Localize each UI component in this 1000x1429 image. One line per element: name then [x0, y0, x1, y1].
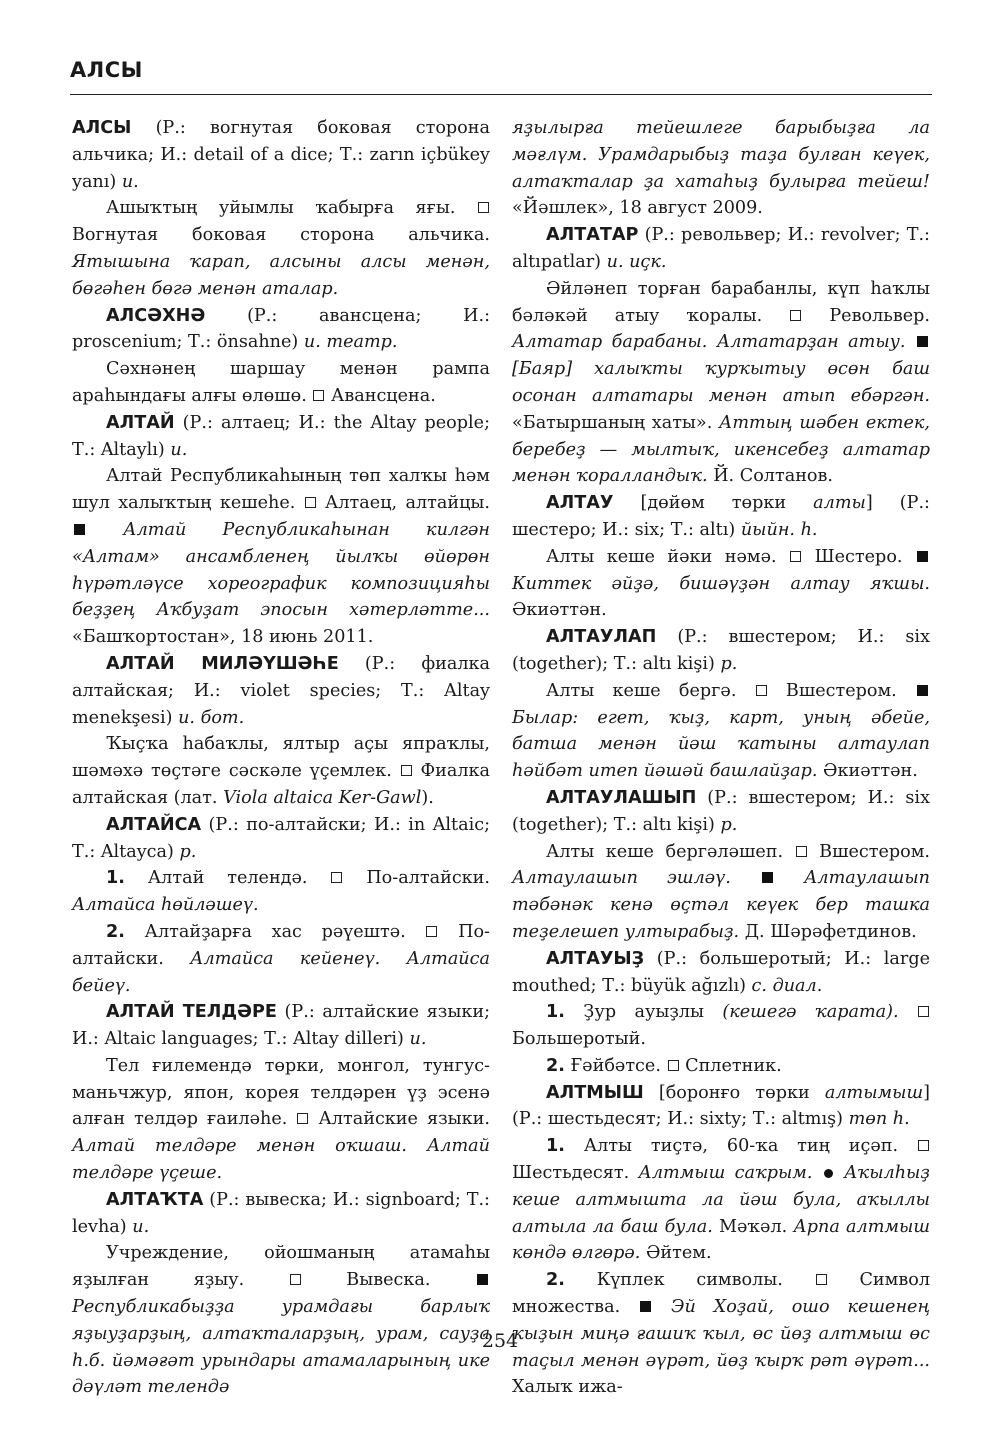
- translation-square-icon: [290, 1274, 301, 1285]
- example: Алтайса кейенеү. Алтайса бейеү.: [72, 948, 490, 996]
- definition: [72, 195, 490, 302]
- headword: АЛТАЙ ТЕЛДӘРЕ: [106, 1002, 277, 1023]
- definition-text: Алтай телендә.: [124, 868, 331, 889]
- pos-label: с. диал.: [751, 975, 823, 996]
- source: Д. Шәрәфетдинов.: [739, 921, 917, 942]
- translation-square-icon: [426, 926, 437, 937]
- russian-equivalent: Фиалка алтайская (лат.: [72, 761, 490, 808]
- grammar-note: (Р.: вогнутая боковая сторона альчика; И.: detail of a dice; Т.: zarın içbükey yanı): [72, 118, 490, 192]
- etymology: [дөйөм төрки: [613, 493, 814, 514]
- headword: АЛСЫ: [72, 118, 132, 138]
- example: [Баяр] халыҡты ҡурҡытыу өсөн баш осонан алтатары менән атып ебәргән.: [512, 359, 930, 406]
- pos-label: йыйн. һ.: [740, 519, 818, 540]
- quotation-square-icon: [640, 1301, 651, 1312]
- etymon: алты: [813, 493, 866, 514]
- example: Республикабыҙҙа урамдағы барлыҡ яҙыуҙарҙың, алтаҡталарҙың, урам, сауҙа һ.б. йәмәғәт урындары атамаларының ике дәүләт телендә: [72, 1297, 490, 1398]
- quotation-square-icon: [762, 872, 773, 883]
- example: Алтаулашып тәбәнәк кенә өҫтәл кеүек бер ташка теҙелешеп ултырабыҙ.: [512, 868, 930, 942]
- russian-equivalent: Большеротый.: [512, 1029, 646, 1050]
- example: Арпа алтмыш көндә өлгөрә.: [512, 1216, 930, 1264]
- definition-text: Сәхнәнең шаршау менән рампа араһындағы алғы өлөшө.: [72, 359, 490, 406]
- source: Й. Солтанов.: [707, 466, 834, 487]
- proverb-dot-icon: [824, 1169, 833, 1178]
- russian-equivalent: По-алтайски.: [343, 868, 490, 889]
- left-column: [72, 115, 490, 1401]
- russian-equivalent: Вшестером.: [767, 680, 916, 701]
- entry-altatar: [512, 222, 930, 276]
- definition-text: Алты кеше бергә.: [546, 680, 755, 701]
- definition: [72, 356, 490, 410]
- quotation-square-icon: [477, 1274, 488, 1285]
- definition: [512, 276, 930, 490]
- example: яҙылырға тейешлеге барыбыҙға ла мәғлүм. Урамдарыбыҙ таҙа булған кеүек, алтаҡталар ҙа хатаһыҙ булырға тейеш!: [512, 118, 930, 192]
- definition: [512, 839, 930, 946]
- source: «Батыршаның хаты».: [512, 412, 720, 433]
- source: Әкиәттән.: [512, 600, 607, 621]
- headword: АЛТАУЫҘ: [546, 948, 645, 969]
- entry-alsy: [72, 115, 490, 195]
- russian-equivalent: Вывеска.: [301, 1270, 475, 1291]
- sense-1: [512, 1133, 930, 1267]
- definition: [72, 463, 490, 651]
- etymology: [боронғо төрки: [643, 1082, 825, 1103]
- usage-note: (кешегә ҡарата).: [722, 1002, 899, 1023]
- quotation-square-icon: [917, 336, 928, 347]
- grammar-note: (Р.: вшестером; И.: six (together); Т.: altı kişi): [512, 787, 930, 835]
- example: Алтмыш саҡрым.: [638, 1163, 813, 1184]
- entry-altaulashyp: [512, 785, 930, 839]
- grammar-note: (Р.: вывеска; И.: signboard; Т.: levha): [72, 1189, 490, 1237]
- definition-text: Ғәйбәтсе.: [564, 1055, 667, 1076]
- pos-label: и.: [170, 439, 188, 460]
- sense-number: 1.: [106, 868, 125, 889]
- russian-equivalent: Алтайские языки.: [309, 1109, 490, 1130]
- page-number: 254: [481, 1330, 519, 1352]
- example: Аттың шәбен ектек, беребеҙ — мылтыҡ, икенсебеҙ алтатар менән ҡоралландыҡ.: [512, 412, 930, 487]
- translation-square-icon: [668, 1060, 679, 1071]
- sense-number: 2.: [546, 1270, 565, 1291]
- source: Әйтем.: [640, 1243, 712, 1264]
- pos-label: р.: [720, 653, 738, 674]
- headword: АЛТАЙСА: [106, 814, 202, 835]
- definition-text: Алты кеше йәки нәмә.: [546, 546, 790, 567]
- entry-altakta: [72, 1187, 490, 1241]
- header-rule: [70, 94, 932, 95]
- pos-label: р.: [720, 814, 738, 835]
- source: Халыҡ ижа-: [512, 1377, 623, 1398]
- example: Алтай Республикаһынан килгән «Алтам» ансамбленең йылҡы өйөрөн һүрәтләүсе хореографик композицияһы беҙҙең Аҡбуҙат эпосын хәтерләтте...: [72, 519, 490, 621]
- definition: [72, 731, 490, 811]
- definition-text: Алты кеше бергәләшеп.: [546, 841, 795, 862]
- sense-number: 1.: [546, 1136, 565, 1157]
- headword: АЛТАУЛАШЫП: [546, 787, 697, 808]
- definition-text: Алтайҙарға хас рәүештә.: [124, 921, 426, 942]
- translation-square-icon: [297, 1113, 308, 1124]
- sense-1: [512, 999, 930, 1053]
- pos-label: и. бот.: [178, 707, 245, 728]
- example: Былар: егет, ҡыҙ, карт, уның әбейе, батша менән йәш ҡатыны алтаулап һәйбәт итеп йәшәй башлайҙар.: [512, 707, 930, 782]
- source: «Башҡортостан», 18 июнь 2011.: [72, 627, 374, 648]
- russian-equivalent: Револьвер.: [802, 305, 930, 326]
- example: Аҡылһыҙ кеше алтмышта ла йәш була, аҡыллы алтыла ла баш була.: [512, 1163, 930, 1237]
- example: Киттек әйҙә, бишәүҙән алтау яҡшы.: [512, 573, 930, 594]
- definition-text: Алтай Республикаһының төп халҡы һәм шул халыҡтың кешеһе.: [72, 466, 490, 514]
- entry-altau: [512, 490, 930, 544]
- definition: [512, 544, 930, 624]
- definition-text: Ҡыҫҡа һабаҡлы, ялтыр аҫы япраҡлы, шәмәхә төҫтәге сәскәле үҫемлек.: [72, 734, 490, 782]
- headword: АЛТАЙ МИЛӘҮШӘҺЕ: [106, 653, 339, 674]
- headword: АЛТАЙ: [106, 412, 175, 433]
- sense-2: [512, 1053, 930, 1080]
- headword: АЛТАТАР: [546, 225, 639, 246]
- russian-equivalent: Вогнутая боковая сторона альчика.: [72, 225, 490, 246]
- latin-name: Viola altaica Ker-Gawl: [223, 787, 422, 808]
- headword: АЛТАУЛАП: [546, 627, 657, 648]
- grammar-note: (Р.: фиалка алтайская; И.: violet species; Т.: Altay menekşesi): [72, 653, 490, 728]
- translation-square-icon: [756, 685, 767, 696]
- translation-square-icon: [790, 310, 801, 321]
- sense-2: [72, 919, 490, 999]
- pos-label: и. иҫк.: [606, 251, 667, 272]
- russian-equivalent: Сплетник.: [679, 1055, 782, 1076]
- grammar-note: (Р.: револьвер; И.: revolver; Т.: altıpatlar): [512, 225, 930, 272]
- translation-square-icon: [796, 846, 807, 857]
- example: Эй Хоҙай, ошо кешенең ҡыҙын миңә ғашиҡ ҡыл, өс йөҙ алтмыш өс таҫыл менән әүрәт, йөҙ ҡырҡ рәт әүрәт...: [512, 1297, 930, 1371]
- sense-number: 2.: [546, 1055, 565, 1076]
- definition: [72, 1053, 490, 1187]
- entry-altai-teldare: [72, 999, 490, 1053]
- headword: АЛТАҠТА: [106, 1189, 204, 1210]
- quotation-square-icon: [74, 524, 85, 535]
- source: «Йәшлек», 18 август 2009.: [512, 198, 763, 219]
- translation-square-icon: [918, 1140, 929, 1151]
- headword: АЛСӘХНӘ: [106, 305, 206, 326]
- continuation: [512, 115, 930, 222]
- example: Алтайса һөйләшеү.: [72, 895, 259, 916]
- entry-altai: [72, 410, 490, 464]
- example: Ятышына ҡарап, алсыны алсы менән, бөгәһен бөгә менән аталар.: [72, 251, 490, 299]
- translation-square-icon: [918, 1006, 929, 1017]
- entry-altmysh: [512, 1080, 930, 1134]
- headword: АЛТМЫШ: [546, 1082, 644, 1103]
- definition-text: Тел ғилемендә төрки, монгол, тунгус-маньчжур, япон, корея телдәрен үҙ эсенә алған телдәр ғаиләһе.: [72, 1055, 490, 1130]
- example: Алтатар барабаны. Алтатарҙан атыу.: [512, 332, 906, 353]
- pos-label: и. театр.: [303, 332, 398, 353]
- russian-equivalent: Алтаец, алтайцы.: [316, 493, 490, 514]
- translation-square-icon: [478, 202, 489, 213]
- definition-text: Ашыҡтың уйымлы ҡабырға яғы.: [106, 198, 477, 219]
- definition: [72, 1240, 490, 1401]
- sense-number: 1.: [546, 1002, 565, 1023]
- pos-label: төп һ.: [848, 1109, 910, 1130]
- example: Алтай телдәре менән оҡшаш. Алтай телдәре үҫеше.: [72, 1136, 490, 1184]
- definition: [512, 678, 930, 785]
- quotation-square-icon: [917, 551, 928, 562]
- quotation-square-icon: [917, 685, 928, 696]
- grammar-note: (Р.: по-алтайски; И.: in Altaic; Т.: Altayca): [72, 814, 490, 862]
- translation-square-icon: [790, 551, 801, 562]
- pos-label: и.: [132, 1216, 150, 1237]
- definition-text: Күплек символы.: [564, 1270, 815, 1291]
- translation-square-icon: [401, 765, 412, 776]
- pos-label: р.: [179, 841, 197, 862]
- pos-label: и.: [121, 171, 139, 192]
- sense-1: [72, 865, 490, 919]
- grammar-note: (Р.: алтаец; И.: the Altay people; Т.: Altaylı): [72, 412, 490, 460]
- entry-altai-milaushahe: [72, 651, 490, 731]
- translation-square-icon: [816, 1274, 827, 1285]
- grammar-note: ] (Р.: шестеро; И.: six; Т.: altı): [512, 493, 930, 540]
- definition-text: Алты тиҫтә, 60-ҡа тиң иҫәп.: [564, 1136, 917, 1157]
- translation-square-icon: [331, 872, 342, 883]
- grammar-note: (Р.: большеротый; И.: large mouthed; Т.: büyük ağızlı): [512, 948, 930, 996]
- entry-altaulap: [512, 624, 930, 678]
- punctuation: ).: [421, 787, 434, 808]
- entry-alsahna: [72, 303, 490, 357]
- sense-number: 2.: [106, 921, 125, 942]
- grammar-note: (Р.: алтайские языки; И.: Altaic languages; Т.: Altay dilleri): [72, 1002, 490, 1050]
- translation-square-icon: [313, 390, 324, 401]
- russian-equivalent: Шестеро.: [802, 546, 915, 567]
- russian-equivalent: Авансцена.: [325, 385, 436, 406]
- entry-altaisa: [72, 812, 490, 866]
- grammar-note: ] (Р.: шестьдесят; И.: sixty; Т.: altmış): [512, 1082, 930, 1130]
- definition-text: Учреждение, ойошманың атамаһы яҙылған яҙыу.: [72, 1243, 490, 1291]
- grammar-note: (Р.: вшестером; И.: six (together); Т.: altı kişi): [512, 627, 930, 674]
- running-head: АЛСЫ: [70, 58, 143, 82]
- example: Алтаулашып эшләү.: [512, 868, 731, 889]
- russian-equivalent: Вшестером.: [807, 841, 930, 862]
- translation-square-icon: [305, 497, 316, 508]
- etymon: алтымыш: [824, 1082, 924, 1103]
- source: Мәҡәл.: [712, 1216, 794, 1237]
- pos-label: и.: [409, 1029, 427, 1050]
- russian-equivalent: По-алтайски.: [72, 921, 490, 969]
- definition-text: Ҙур ауыҙлы: [564, 1002, 723, 1023]
- definition-text: Әйләнеп торған барабанлы, күп һаҡлы бәләкәй атыу ҡоралы.: [512, 278, 930, 326]
- entry-altauyz: [512, 946, 930, 1000]
- russian-equivalent: Символ множества.: [512, 1270, 930, 1318]
- right-column: [512, 115, 930, 1401]
- headword: АЛТАУ: [546, 493, 614, 514]
- source: Әкиәттән.: [817, 761, 918, 782]
- russian-equivalent: Шестьдесят.: [512, 1163, 639, 1184]
- grammar-note: (Р.: авансцена; И.: proscenium; Т.: önsahne): [72, 305, 490, 353]
